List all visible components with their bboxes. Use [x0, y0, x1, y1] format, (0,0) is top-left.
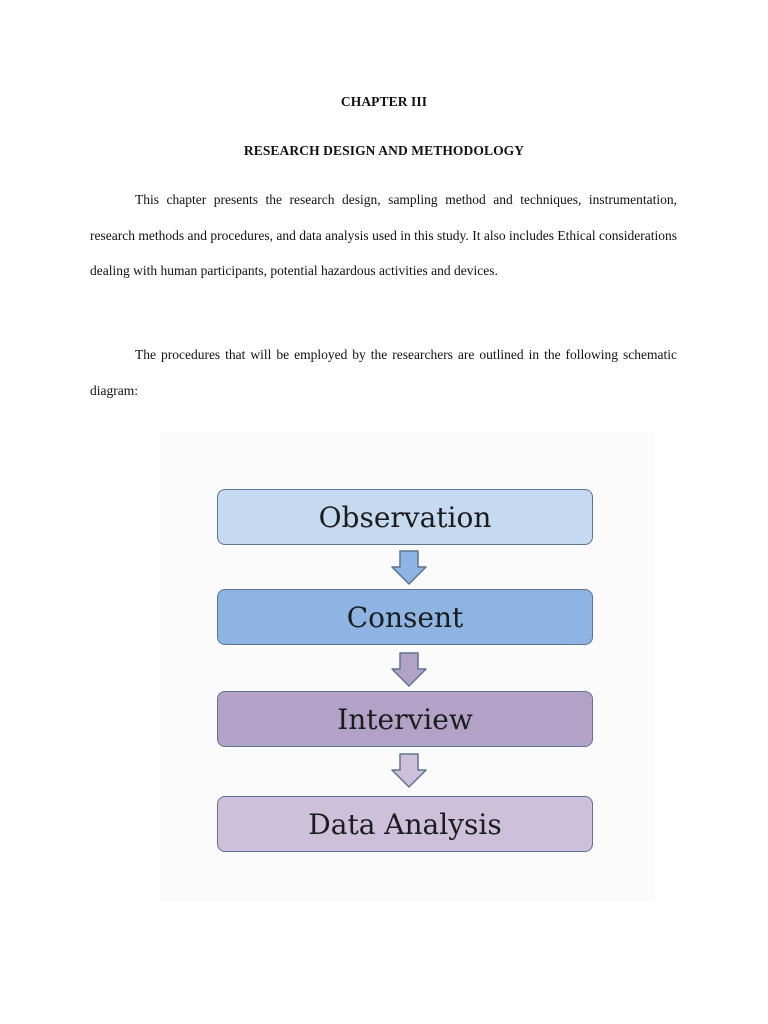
procedure-paragraph: The procedures that will be employed by the researchers are outlined in the following schematic diagram:	[90, 347, 677, 398]
chapter-heading: CHAPTER III	[340, 94, 428, 109]
step-data-analysis: Data Analysis	[217, 796, 593, 852]
step-consent: Consent	[217, 589, 593, 645]
intro-paragraph: This chapter presents the research design, sampling method and techniques, instrumentation, research methods and procedures, and data analysis used in this study. It also includes Ethical considerations dealing with human participants, potential hazardous activities and devices.	[90, 192, 677, 279]
section-title: RESEARCH DESIGN AND METHODOLOGY	[243, 143, 525, 158]
down-arrow-icon	[391, 550, 427, 586]
down-arrow-icon	[391, 652, 427, 688]
step-observation: Observation	[217, 489, 593, 545]
step-interview: Interview	[217, 691, 593, 747]
down-arrow-icon	[391, 753, 427, 789]
